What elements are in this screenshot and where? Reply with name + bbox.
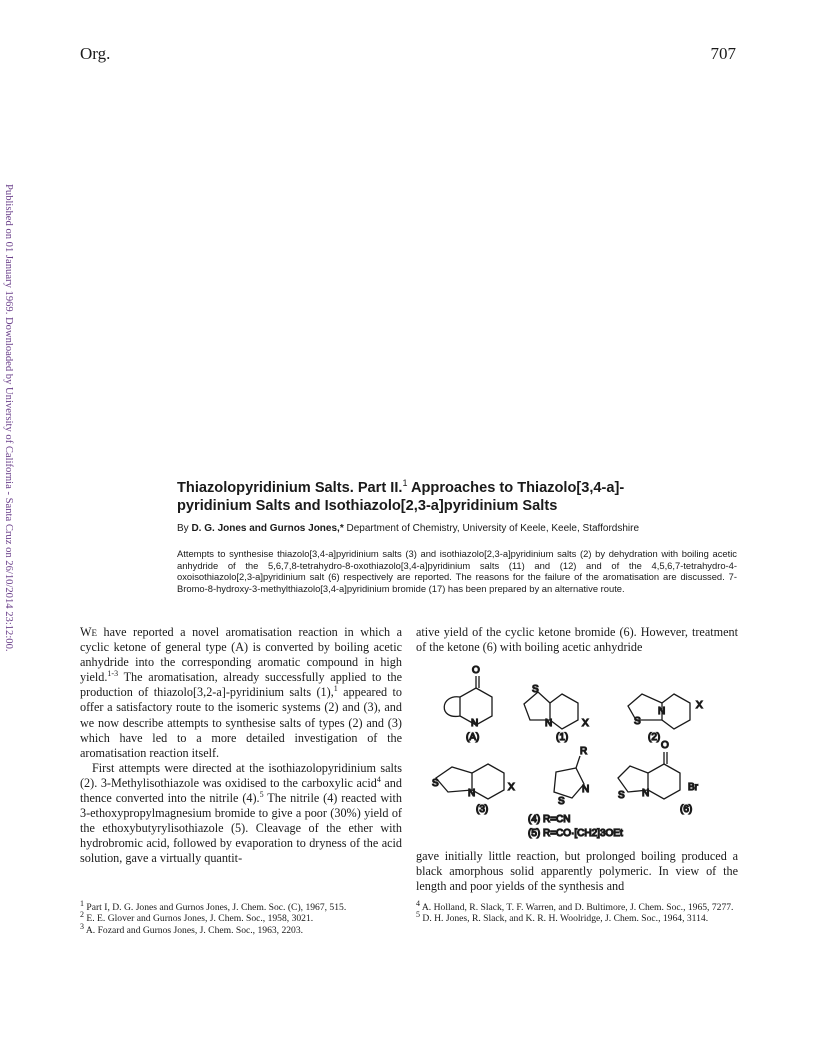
p2-text-a: First attempts were directed at the isothiazolopyridinium salts (2). 3-Methylisothiazole was oxidised to the carboxylic acid (80, 760, 402, 790)
footnote-number: 3 (80, 921, 84, 931)
footnote-text: D. H. Jones, R. Slack, and K. R. H. Woolridge, J. Chem. Soc., 1964, 3114. (420, 913, 709, 925)
label-S: S (558, 796, 565, 807)
label-N: N (471, 718, 479, 729)
label-S: S (618, 790, 625, 801)
structure-2 (628, 694, 703, 743)
label-N: N (545, 718, 553, 729)
ref-marker: 5 (259, 789, 264, 799)
label-5: (5) R=CO·[CH2]3OEt (528, 828, 623, 839)
title-line2: pyridinium Salts and Isothiazolo[2,3-a]pyridinium Salts (177, 498, 558, 514)
structure-4-5 (528, 746, 623, 839)
footnote (416, 910, 738, 925)
ref-marker: 1 (333, 684, 338, 694)
label-N: N (582, 784, 590, 795)
label-R: R (580, 746, 588, 757)
structure-6 (618, 740, 699, 815)
label-6: (6) (680, 804, 693, 815)
chemical-structures-scheme (416, 664, 738, 846)
label-S: S (532, 684, 539, 695)
label-S: S (634, 716, 641, 727)
label-2: (2) (648, 732, 661, 743)
abstract: Attempts to synthesise thiazolo[3,4-a]pyridinium salts (3) and isothiazolo[2,3-a]pyridinium salts (2) by dehydration with boiling acetic anhydride of the 5,6,7,8-tetrahydro-8-oxothiazolo[3,4-a]pyridinium salts (11) and (12) and of the 4,5,6,7-tetrahydro-4-oxoisothiazolo[2,3-a]pyridinium salt (6) respectively are reported. The reasons for the failure of the aromatisation are discussed. 7-Bromo-8-hydroxy-3-methylthiazolo[3,4-a]pyridinium bromide (17) has been prepared by an alternative route. (177, 548, 737, 594)
page-number: 707 (710, 44, 736, 63)
p2-text-b: and thence converted into the nitrile (4). (80, 775, 402, 806)
footnote-text: A. Fozard and Gurnos Jones, J. Chem. Soc., 1963, 2203. (84, 924, 304, 936)
ref-marker: 1-3 (107, 669, 119, 679)
authors: D. G. Jones and Gurnos Jones,* (191, 523, 344, 534)
label-X: X (582, 718, 589, 729)
structure-1 (524, 684, 589, 743)
p1-text-b: The aromatisation, already successfully applied to the production of thiazolo[3,2-a]-pyridinium salts (1), (80, 670, 402, 700)
footnote-text: A. Holland, R. Slack, T. F. Warren, and D. Bultimore, J. Chem. Soc., 1965, 7277. (420, 902, 734, 913)
footnote-number: 1 (80, 898, 84, 908)
label-N: N (468, 788, 476, 799)
body-column-right-top (416, 625, 738, 655)
footnotes-right (416, 898, 738, 925)
footnotes-left (80, 898, 402, 936)
p1-text-c: appeared to offer a satisfactory route to the isomeric systems (2) and (3), and we now describe attempts to synthesise salts of types (2) and (3) which have led to a more detailed investigation of the aromatisation reaction itself. (80, 685, 402, 760)
structure-3 (432, 764, 515, 815)
byline-prefix: By (177, 523, 192, 534)
byline (177, 523, 639, 534)
col2-paragraph-bottom: gave initially little reaction, but prolonged boiling produced a black amorphous solid apparently polymeric. In view of the length and poor yields of the synthesis and (416, 849, 738, 894)
footnote (80, 921, 402, 936)
label-X: X (696, 700, 703, 711)
footnote (80, 910, 402, 925)
journal-name: Org. (80, 44, 111, 63)
col2-paragraph-top: ative yield of the cyclic ketone bromide (6). However, treatment of the ketone (6) with boiling acetic anhydride (416, 625, 738, 655)
footnote (80, 898, 402, 913)
p2-text-c: The nitrile (4) reacted with 3-ethoxypropylmagnesium bromide to give a poor (30%) yield of the ethoxybutyrylisothiazole (5). Cleavage of the ether with hydrobromic acid, followed by evaporation to dryness of the acid solution, gave a virtually quantit- (80, 791, 403, 866)
footnote-number: 5 (416, 910, 420, 920)
footnote (416, 898, 738, 913)
p1-text-a: have reported a novel aromatisation reaction in which a cyclic ketone of general type (A) is converted by boiling acetic anhydride into the corresponding aromatic compound in high yield. (80, 625, 402, 685)
label-N: N (658, 706, 666, 717)
label-4: (4) R=CN (528, 814, 571, 825)
drop-word: We (80, 625, 98, 639)
paragraph-1 (80, 625, 402, 761)
body-column-right-bottom (416, 849, 738, 894)
title-line1: Thiazolopyridinium Salts. Part II. (177, 480, 403, 496)
footnote-number: 2 (80, 910, 84, 920)
label-1: (1) (556, 732, 569, 743)
footnote-text: Part I, D. G. Jones and Gurnos Jones, J. Chem. Soc. (C), 1967, 515. (84, 902, 347, 913)
label-X: X (508, 782, 515, 793)
article-title (177, 479, 737, 515)
download-notice (2, 184, 18, 764)
title-line1-end: Approaches to Thiazolo[3,4-a]- (407, 480, 625, 496)
body-column-left (80, 625, 402, 867)
label-O: O (661, 740, 669, 751)
footnote-text: E. E. Glover and Gurnos Jones, J. Chem. Soc., 1958, 3021. (84, 913, 314, 925)
label-S: S (432, 778, 439, 789)
footnote-number: 4 (416, 898, 420, 908)
label-3: (3) (476, 804, 489, 815)
label-A: (A) (466, 732, 480, 743)
label-O: O (472, 665, 480, 676)
title-ref: 1 (402, 478, 408, 489)
label-N: N (642, 788, 650, 799)
download-notice-text: Published on 01 January 1969. Downloaded by University of California - Santa Cruz on 26/10/2014 23:12:00. (3, 184, 14, 652)
label-Br: Br (688, 782, 698, 793)
affiliation: Department of Chemistry, University of Keele, Keele, Staffordshire (343, 523, 640, 534)
ref-marker: 4 (376, 774, 381, 784)
structure-A (444, 665, 492, 743)
paragraph-2 (80, 761, 402, 867)
